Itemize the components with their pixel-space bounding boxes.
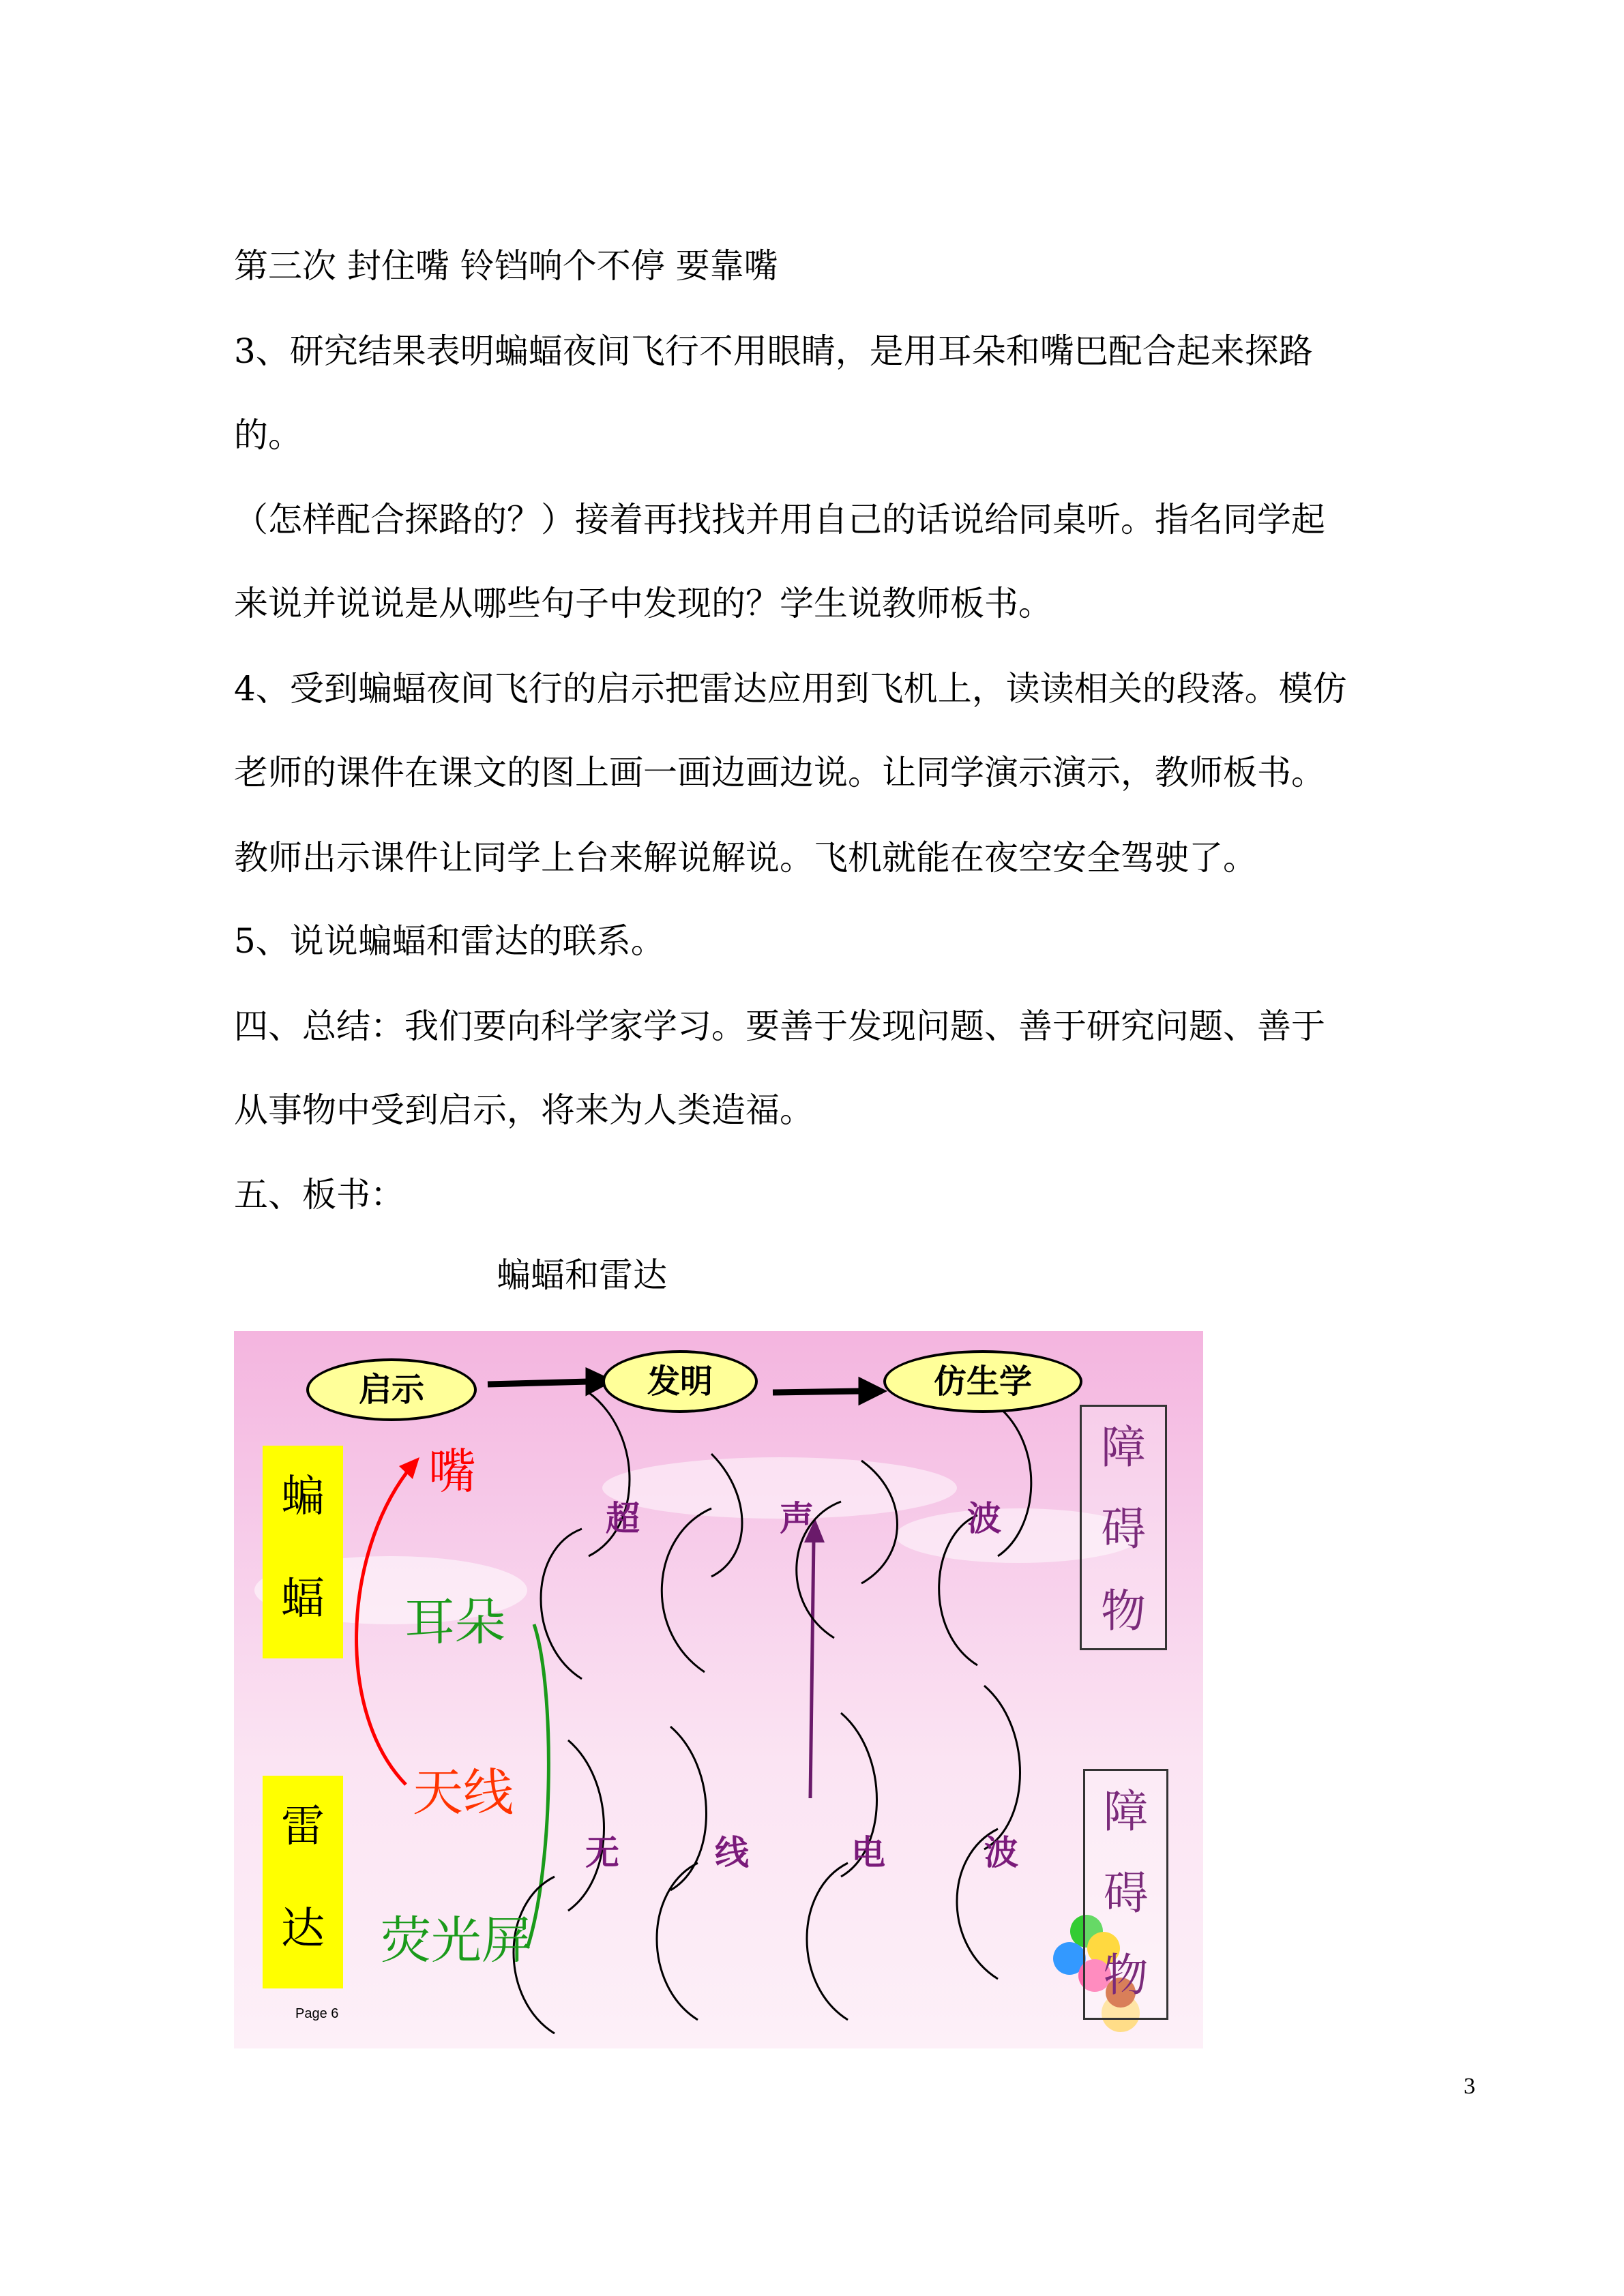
wave-arc <box>807 1863 848 2020</box>
obstacle-char: 障 <box>1101 1421 1146 1474</box>
text-line-8: 教师出示课件让同学上台来解说解说。飞机就能在夜空安全驾驶了。 <box>234 838 1257 878</box>
wave-char-chao: 超 <box>606 1499 640 1538</box>
board-title: 蝙蝠和雷达 <box>497 1255 667 1295</box>
obstacle-char: 碍 <box>1103 1867 1149 1920</box>
text-line-9: 5、说说蝙蝠和雷达的联系。 <box>234 921 665 961</box>
label-antenna: 天线 <box>413 1763 514 1822</box>
green-curve <box>527 1624 548 1948</box>
text-line-3: 的。 <box>234 415 302 455</box>
obstacle-char: 物 <box>1103 1949 1149 2001</box>
arrow-head-icon <box>861 1382 881 1401</box>
obstacle-box-1 <box>1080 1405 1167 1650</box>
bat-char-2: 蝠 <box>281 1574 325 1624</box>
radar-char-1: 雷 <box>281 1802 325 1852</box>
obstacle-char: 碍 <box>1101 1503 1146 1555</box>
obstacle-char: 障 <box>1103 1785 1149 1838</box>
obstacle-box-2 <box>1083 1769 1168 2020</box>
wave-arc <box>670 1727 707 1890</box>
text-line-2: 3、研究结果表明蝙蝠夜间飞行不用眼睛，是用耳朵和嘴巴配合起来探路 <box>234 331 1313 371</box>
wave-char-wu: 无 <box>585 1833 619 1873</box>
wave-arc <box>541 1529 582 1679</box>
wave-char-sheng: 声 <box>780 1499 814 1538</box>
wave-char-dian: 电 <box>851 1833 885 1873</box>
radar-box <box>263 1776 343 1988</box>
text-line-6: 4、受到蝙蝠夜间飞行的启示把雷达应用到飞机上，读读相关的段落。模仿 <box>234 669 1347 709</box>
bat-box <box>263 1446 343 1658</box>
wave-arc <box>662 1508 711 1672</box>
text-line-1: 第三次 封住嘴 铃铛响个不停 要靠嘴 <box>234 246 778 286</box>
wave-char-bo-2: 波 <box>984 1833 1018 1873</box>
oval-qishi: 启示 <box>306 1358 477 1421</box>
text-line-4: （怎样配合探路的？）接着再找找并用自己的话说给同桌听。指名同学起 <box>234 500 1325 539</box>
oval-faming: 发明 <box>602 1350 758 1413</box>
wave-char-xian: 线 <box>715 1833 749 1873</box>
bat-char-1: 蝙 <box>281 1472 325 1522</box>
wave-char-bo: 波 <box>967 1499 1001 1538</box>
slide-page-label: Page 6 <box>295 2006 339 2021</box>
page-number: 3 <box>1464 2074 1475 2099</box>
text-line-12: 五、板书： <box>234 1175 404 1214</box>
arrow-line <box>773 1391 861 1392</box>
arrow-head-icon <box>399 1457 419 1479</box>
text-line-7: 老师的课件在课文的图上画一画边画边说。让同学演示演示，教师板书。 <box>234 753 1325 792</box>
label-mouth: 嘴 <box>428 1444 476 1500</box>
text-line-11: 从事物中受到启示，将来为人类造福。 <box>234 1090 814 1130</box>
arrow-line <box>488 1382 589 1384</box>
text-line-5: 来说并说说是从哪些句子中发现的？学生说教师板书。 <box>234 584 1052 623</box>
red-curve-arrow <box>357 1471 408 1785</box>
purple-arrow-line <box>810 1539 814 1798</box>
wave-arc <box>984 1686 1020 1849</box>
obstacle-char: 物 <box>1101 1585 1146 1637</box>
slide-graphics <box>234 1331 1203 2048</box>
oval-fangshengxue: 仿生学 <box>883 1350 1082 1413</box>
label-screen: 荧光屏 <box>381 1911 532 1970</box>
board-slide <box>234 1331 1203 2048</box>
text-line-10: 四、总结：我们要向科学家学习。要善于发现问题、善于研究问题、善于 <box>234 1007 1325 1046</box>
radar-char-2: 达 <box>281 1904 325 1954</box>
label-ear: 耳朵 <box>404 1593 505 1652</box>
